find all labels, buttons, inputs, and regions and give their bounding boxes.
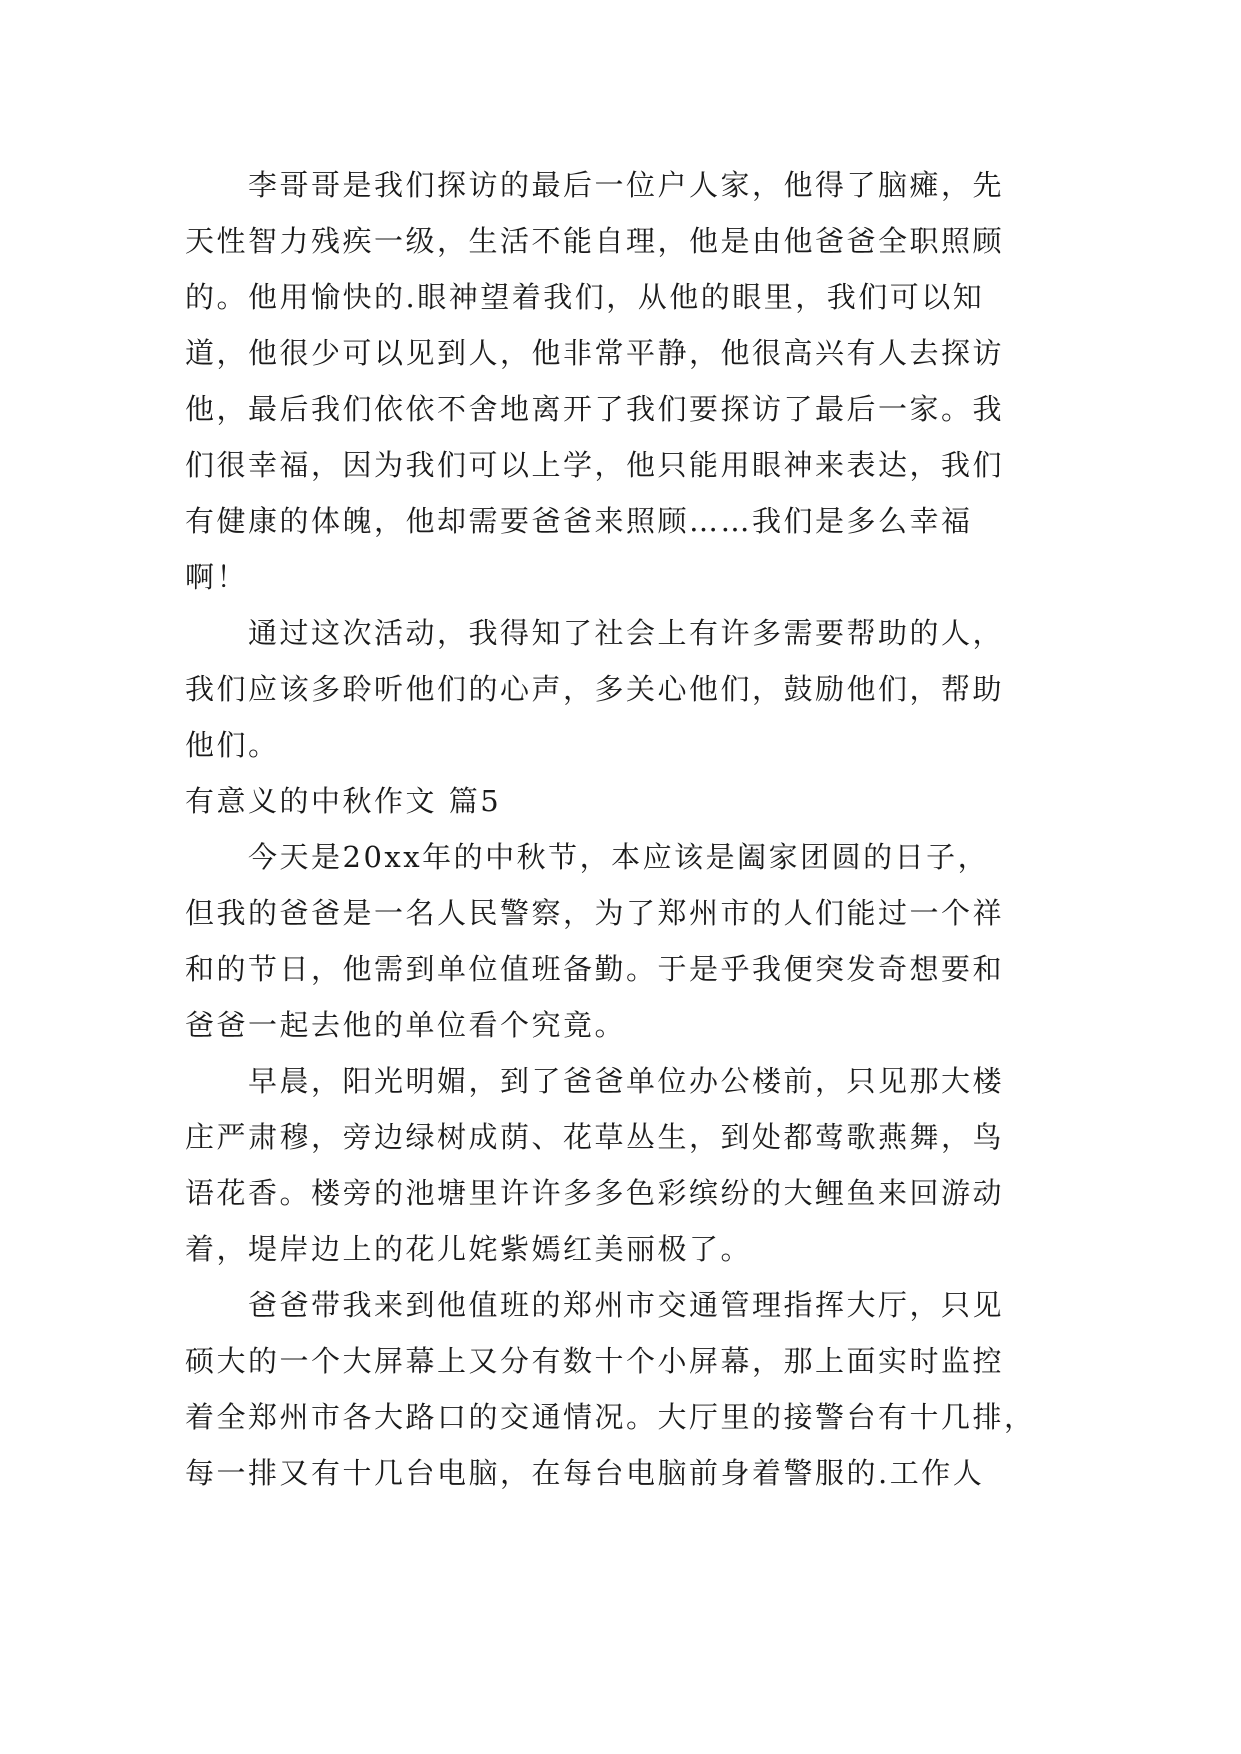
text-line: 我们应该多聆听他们的心声，多关心他们，鼓励他们，帮助 xyxy=(185,672,1005,706)
text-line: 着，堤岸边上的花儿姹紫嫣红美丽极了。 xyxy=(185,1232,753,1266)
text-line: 着全郑州市各大路口的交通情况。大厅里的接警台有十几排， xyxy=(185,1400,1036,1434)
text-line: 和的节日，他需到单位值班备勤。于是乎我便突发奇想要和 xyxy=(185,952,1005,986)
text-line: 的。他用愉快的.眼神望着我们，从他的眼里，我们可以知 xyxy=(185,280,985,314)
text-line: 早晨，阳光明媚，到了爸爸单位办公楼前，只见那大楼 xyxy=(185,1064,1005,1098)
text-line: 庄严肃穆，旁边绿树成荫、花草丛生，到处都莺歌燕舞，鸟 xyxy=(185,1120,1005,1154)
text-line: 爸爸一起去他的单位看个究竟。 xyxy=(185,1008,627,1042)
text-line: 语花香。楼旁的池塘里许许多多色彩缤纷的大鲤鱼来回游动 xyxy=(185,1176,1005,1210)
text-line: 天性智力残疾一级，生活不能自理，他是由他爸爸全职照顾 xyxy=(185,224,1005,258)
paragraph-reflection xyxy=(185,605,1065,773)
text-line: 爸爸带我来到他值班的郑州市交通管理指挥大厅，只见 xyxy=(185,1288,1005,1322)
text-line: 每一排又有十几台电脑，在每台电脑前身着警服的.工作人 xyxy=(185,1456,985,1490)
text-line: 李哥哥是我们探访的最后一位户人家，他得了脑瘫，先 xyxy=(185,168,1005,202)
text-line: 道，他很少可以见到人，他非常平静，他很高兴有人去探访 xyxy=(185,336,1005,370)
text-line: 今天是20xx年的中秋节，本应该是阖家团圆的日子， xyxy=(185,840,990,874)
text-line: 但我的爸爸是一名人民警察，为了郑州市的人们能过一个祥 xyxy=(185,896,1005,930)
paragraph-traffic-hall xyxy=(185,1277,1065,1501)
document-body xyxy=(185,157,1065,1501)
paragraph-morning xyxy=(185,1053,1065,1277)
text-line: 硕大的一个大屏幕上又分有数十个小屏幕，那上面实时监控 xyxy=(185,1344,1005,1378)
text-line: 有健康的体魄，他却需要爸爸来照顾……我们是多么幸福 xyxy=(185,504,973,538)
text-line: 们很幸福，因为我们可以上学，他只能用眼神来表达，我们 xyxy=(185,448,1005,482)
paragraph-mid-autumn xyxy=(185,829,1065,1053)
text-line: 他，最后我们依依不舍地离开了我们要探访了最后一家。我 xyxy=(185,392,1005,426)
section-heading: 有意义的中秋作文 篇5 xyxy=(185,784,502,818)
text-line: 他们。 xyxy=(185,728,280,762)
text-line: 通过这次活动，我得知了社会上有许多需要帮助的人， xyxy=(185,616,1005,650)
paragraph-visit-li xyxy=(185,157,1065,605)
text-line: 啊！ xyxy=(185,560,249,594)
